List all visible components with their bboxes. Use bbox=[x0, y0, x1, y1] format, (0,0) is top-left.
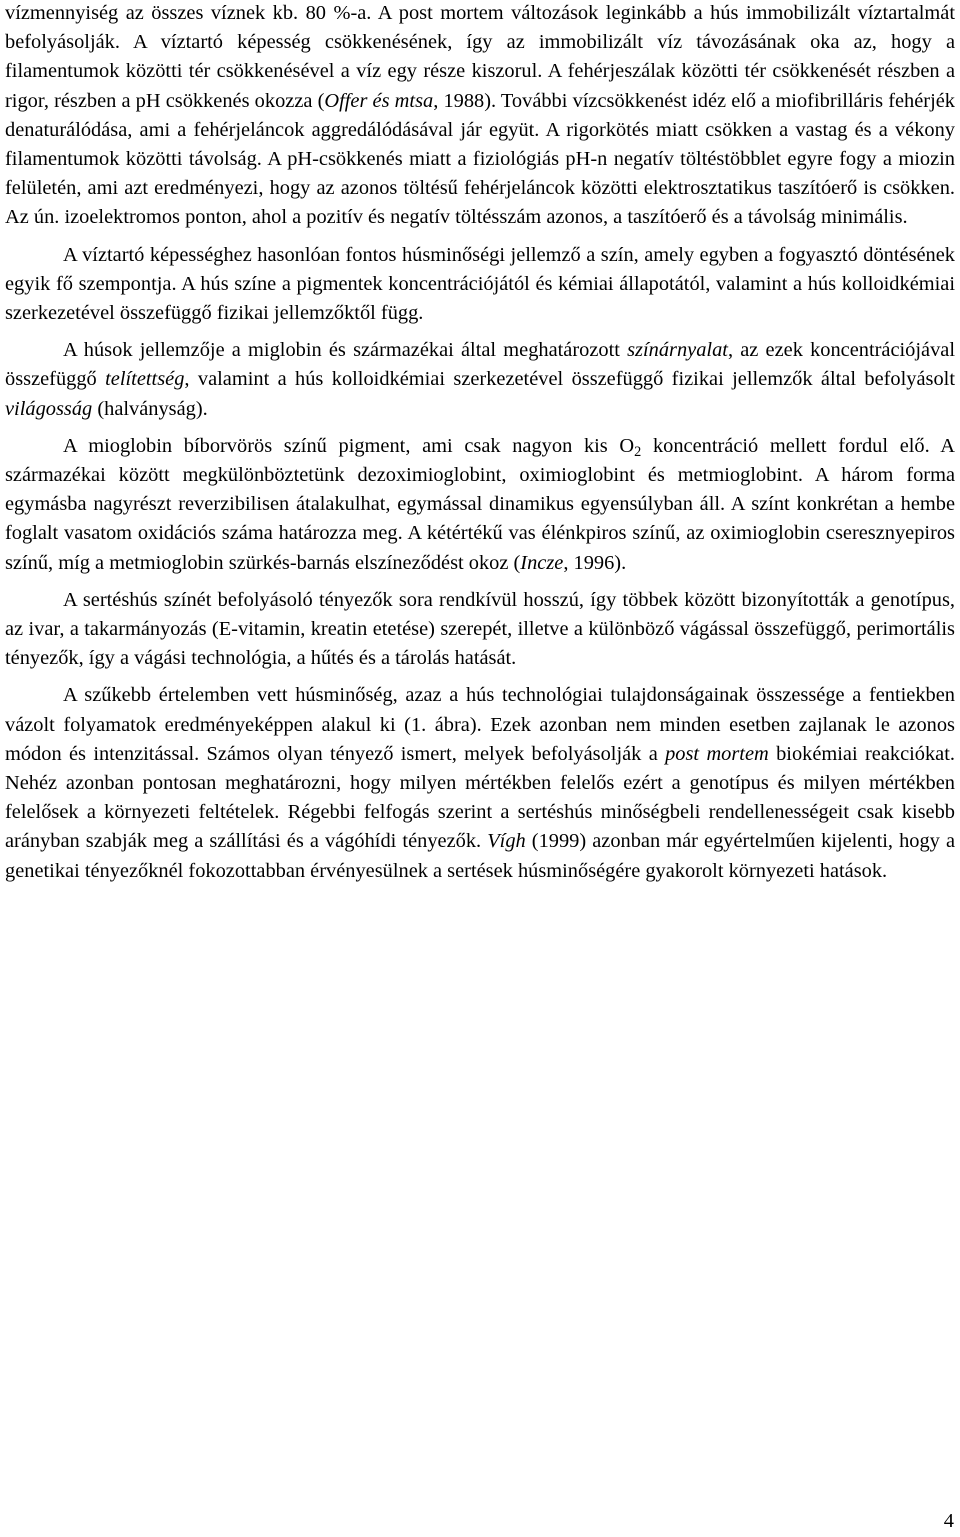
paragraph-color bbox=[5, 241, 955, 329]
italic-text: Offer és mtsa bbox=[324, 89, 434, 112]
subscript-text: 2 bbox=[634, 443, 642, 460]
text-run: biokémiai reakciókat. Nehéz azonban pontosan meghatározni, hogy milyen mértékben felelős ezért a genotípus és milyen mértékben felelősek a környezeti feltételek. Régebbi felfogás szerint a sertéshús minőségbeli rendellenességeit csak kisebb arányban szabják meg a szállítási és a vágóhídi tényezők. bbox=[5, 742, 955, 853]
text-run: (1999) azonban már egyértelműen kijelenti, hogy a genetikai tényezőknél fokozottabban érvényesülnek a sertések húsminőségére gyakorolt környezeti hatások. bbox=[5, 830, 955, 882]
page-number: 4 bbox=[943, 1510, 954, 1532]
text-run: A mioglobin bíborvörös színű pigment, ami csak nagyon kis O bbox=[63, 434, 635, 457]
document-page bbox=[5, 0, 955, 886]
italic-text: Incze bbox=[520, 551, 564, 574]
italic-text: színárnyalat bbox=[627, 339, 728, 362]
text-run: A szűkebb értelemben vett húsminőség, azaz a hús technológiai tulajdonságainak összessége a fentiekben vázolt folyamatok eredményeképpen alakul ki (1. ábra). Ezek azonban nem minden esetben zajlanak le azonos módon és intenzitással. Számos olyan tényező ismert, melyek befolyásolják a bbox=[5, 684, 955, 765]
text-run: , 1988). További vízcsökkenést idéz elő a miofibrilláris fehérjék denaturálódása, ami a fehérjeláncok aggredálódásával jár együt. A rigorkötés miatt csökken a vastag és a vékony filamentumok közötti távolság. A pH-csökkenés miatt a fiziológiás pH-n negatív töltéstöbblet egyre fogy a miozin felületén, ami azt eredményezi, hogy az azonos töltésű fehérjeláncok közötti elektrosztatikus taszítóerő is csökken. Az ún. izoelektromos ponton, ahol a pozitív és negatív töltésszám azonos, a taszítóerő és a távolság minimális. bbox=[5, 89, 955, 229]
text-run: A víztartó képességhez hasonlóan fontos húsminőségi jellemző a szín, amely egyben a fogyasztó döntésének egyik fő szempontja. A hús színe a pigmentek koncentrációjától és kémiai állapotától, valamint a hús kolloidkémiai szerkezetével összefüggő fizikai jellemzőktől függ. bbox=[5, 243, 955, 325]
italic-text: világosság bbox=[5, 397, 93, 420]
text-run: koncentráció mellett fordul elő. A származékai között megkülönböztetünk dezoximioglobint, oximioglobint és metmioglobint. A három forma egymásba nagyrészt reverzibilisen átalakulhat, egymással dinamikus egyensúlyban áll. A színt konkrétan a hembe foglalt vasatom oxidációs száma határozza meg. A kétértékű vas élénkpiros színű, az oximioglobin cseresznyepiros színű, míg a metmioglobin szürkés-barnás elszíneződést okoz ( bbox=[5, 434, 955, 574]
text-run: A sertéshús színét befolyásoló tényezők sora rendkívül hosszú, így többek között bizonyították a genotípus, az ivar, a takarmányozás (E-vitamin, kreatin etetése) szerepét, illetve a különböző vágással összefüggő, perimortális tényezők, így a vágási technológia, a hűtés és a tárolás hatását. bbox=[5, 588, 955, 670]
italic-text: post mortem bbox=[665, 742, 769, 765]
paragraph-myoglobin bbox=[5, 432, 955, 578]
paragraph-color-factors bbox=[5, 586, 955, 674]
italic-text: telítettség bbox=[105, 368, 185, 391]
text-run: vízmennyiség az összes víznek kb. 80 %-a. A post mortem változások leginkább a hús immobilizált víztartalmát befolyásolják. A víztartó képesség csökkenésének, így az immobilizált víz távozásának oka az, hogy a filamentumok közötti tér csökkenésével a víz egy része kiszorul. A fehérjeszálak közötti tér csökkenését részben a rigor, részben a pH csökkenés okozza ( bbox=[5, 2, 955, 112]
text-run: , valamint a hús kolloidkémiai szerkezetével összefüggő fizikai jellemzők által befolyásolt bbox=[184, 368, 955, 391]
text-run: A húsok jellemzője a miglobin és származékai által meghatározott bbox=[63, 339, 628, 362]
italic-text: Vígh bbox=[487, 830, 526, 853]
paragraph-water-holding bbox=[5, 0, 955, 233]
paragraph-meat-quality bbox=[5, 681, 955, 885]
text-run: (halványság). bbox=[92, 397, 208, 420]
paragraph-color-attributes bbox=[5, 336, 955, 424]
text-run: , 1996). bbox=[563, 551, 627, 574]
text-run: , az ezek koncentrációjával összefüggő bbox=[5, 339, 956, 391]
